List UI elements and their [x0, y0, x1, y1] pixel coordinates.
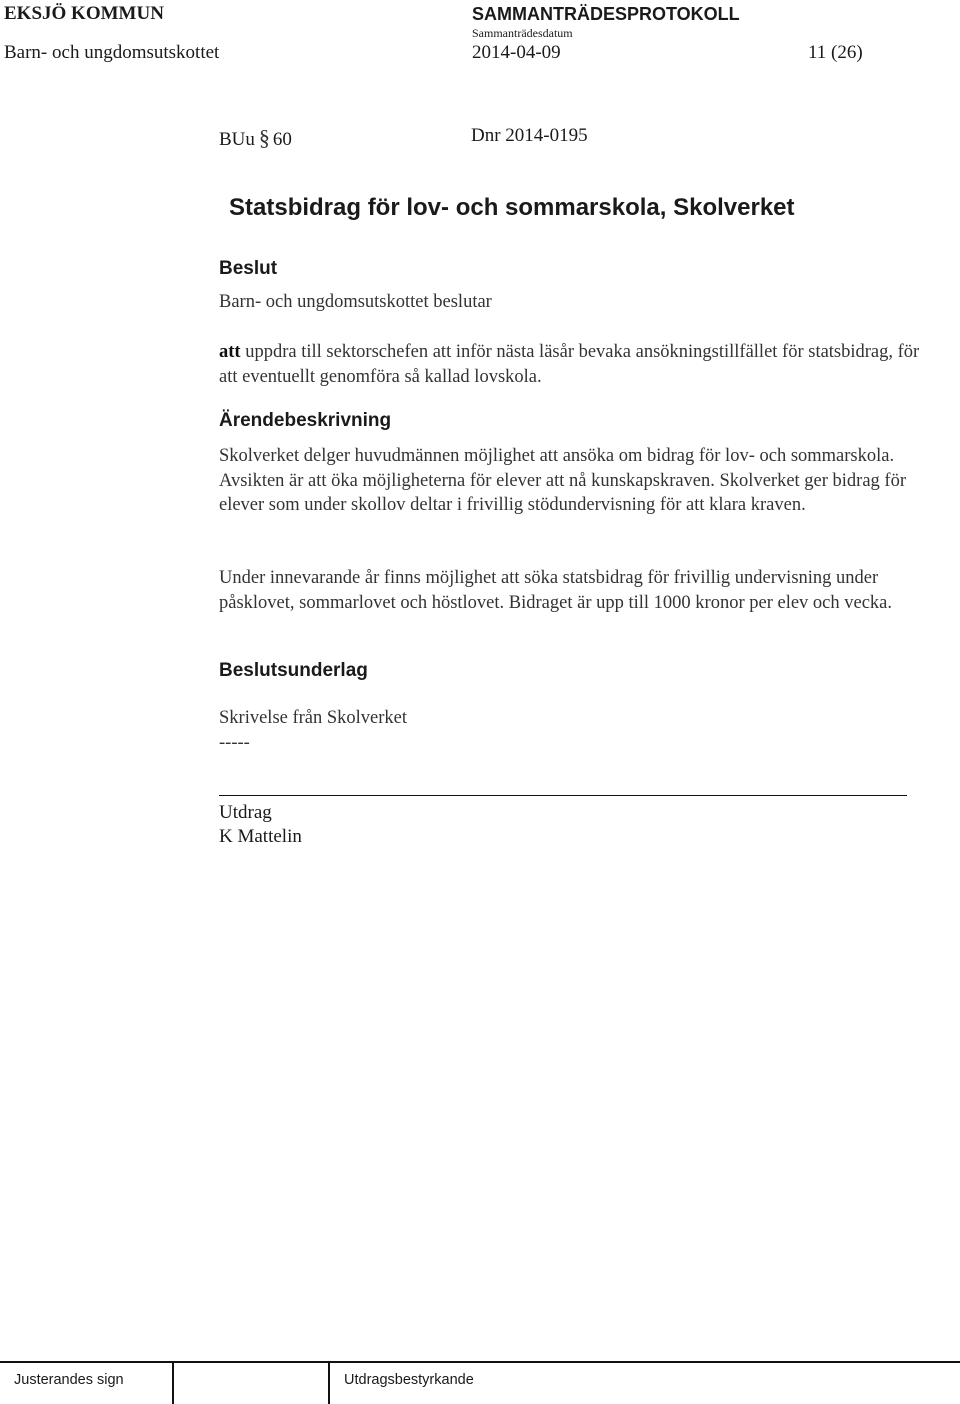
paragraph-prefix: BUu	[219, 129, 255, 150]
footer-divider	[328, 1361, 330, 1404]
decision-text: uppdra till sektorschefen att inför nästa läsår bevaka ansökningstillfället för statsbidrag, för att eventuellt genomföra så kallad lovskola.	[219, 342, 920, 387]
beslut-decision	[219, 340, 939, 389]
paragraph-reference	[219, 125, 292, 151]
section-symbol: §	[258, 125, 270, 150]
utdrag-label: Utdrag	[219, 802, 272, 823]
page-number: 11 (26)	[808, 42, 863, 63]
paragraph-number: 60	[272, 129, 292, 150]
att-word: att	[219, 342, 241, 362]
divider-line	[219, 795, 907, 796]
diary-number: Dnr 2014-0195	[471, 125, 588, 146]
utdrag-recipient: K Mattelin	[219, 826, 302, 847]
footer-divider	[172, 1361, 174, 1404]
beslut-heading: Beslut	[219, 258, 278, 279]
document-type: SAMMANTRÄDESPROTOKOLL	[472, 4, 740, 24]
beslut-intro: Barn- och ungdomsutskottet beslutar	[219, 292, 492, 312]
committee-name: Barn- och ungdomsutskottet	[4, 42, 220, 63]
footer-line	[0, 1361, 960, 1363]
certifier-label: Utdragsbestyrkande	[344, 1372, 474, 1388]
arende-heading: Ärendebeskrivning	[219, 410, 392, 431]
underlag-item: Skrivelse från Skolverket	[219, 708, 408, 728]
arende-paragraph-2: Under innevarande år finns möjlighet att söka statsbidrag för frivillig undervisning under påsklovet, sommarlovet och höstlovet. Bidraget är upp till 1000 kronor per elev och vecka.	[219, 568, 893, 613]
organization-name: EKSJÖ KOMMUN	[4, 3, 164, 24]
sign-label: Justerandes sign	[14, 1372, 124, 1388]
underlag-heading: Beslutsunderlag	[219, 660, 368, 681]
arende-paragraph-1: Skolverket delger huvudmännen möjlighet att ansöka om bidrag för lov- och sommarskola. Avsikten är att öka möjligheterna för elever att nå kunskapskraven. Skolverket ger bidrag för elever som under skollov deltar i frivillig stödundervisning för att klara kraven.	[219, 446, 907, 515]
page-title: Statsbidrag för lov- och sommarskola, Skolverket	[229, 194, 795, 221]
meeting-date-label: Sammanträdesdatum	[472, 26, 573, 40]
meeting-date: 2014-04-09	[472, 42, 561, 63]
underlag-separator: -----	[219, 733, 250, 753]
